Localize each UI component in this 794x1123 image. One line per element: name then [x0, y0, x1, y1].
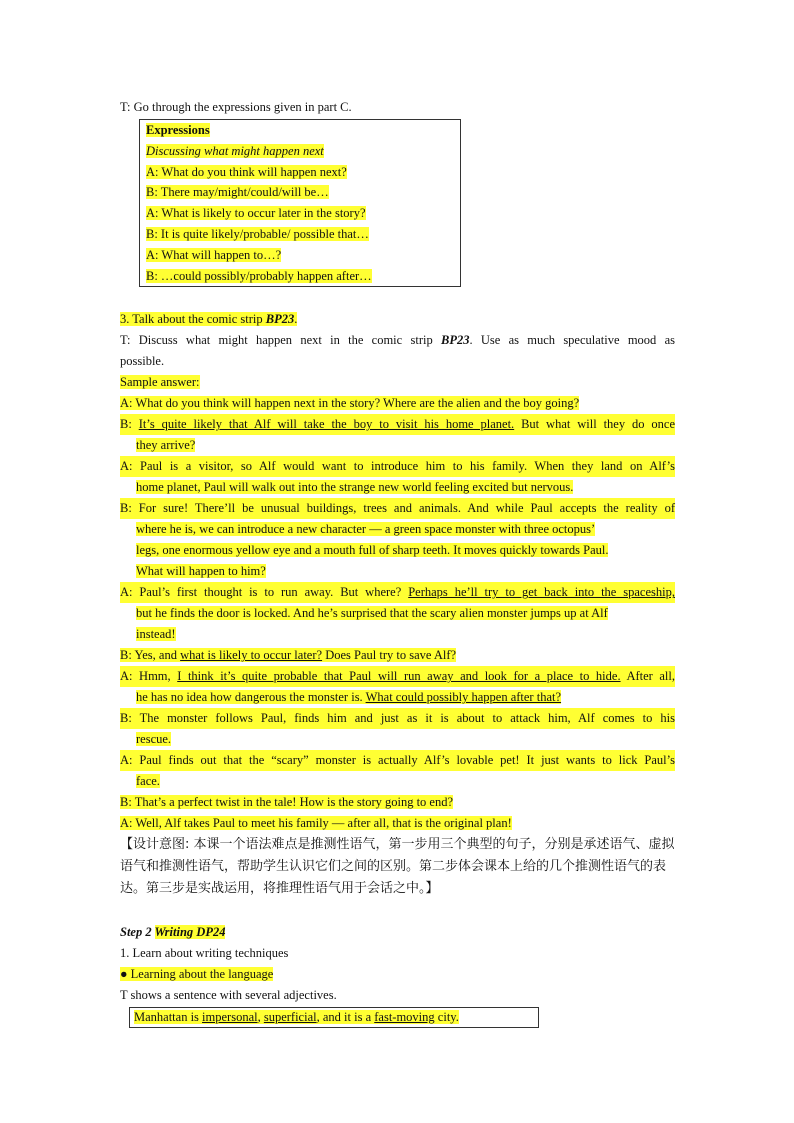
expression-line: A: What will happen to…?	[146, 247, 282, 262]
dialogue-line: face.	[136, 774, 160, 789]
design-note: 【设计意图: 本课一个语法难点是推测性语气，第一步用三个典型的句子，分别是承述语气、虚拟语气和推测性语气，帮助学生认识它们之间的区别。第二步体会课本上给的几个推测性语气的表达。第三步是实战运用，将推理性语气用于会话之中。】	[120, 837, 675, 897]
step3-instruction-cont: possible.	[120, 354, 165, 369]
dialogue-line: home planet, Paul will walk out into the strange new world feeling excited but nervous.	[136, 480, 574, 495]
example-sentence: Manhattan is impersonal, superficial, and it is a fast-moving city.	[134, 1010, 459, 1025]
expression-line: B: There may/might/could/will be…	[146, 185, 329, 200]
dialogue-line: A: Paul’s first thought is to run away. But where? Perhaps he’ll try to get back into the spaceship,	[120, 582, 675, 603]
dialogue-line: instead!	[136, 627, 176, 642]
step2-item: 1. Learn about writing techniques	[120, 946, 289, 961]
dialogue-line: but he finds the door is locked. And he’s surprised that the scary alien monster jumps up at Alf	[136, 606, 608, 621]
example-sentence-box	[129, 1007, 539, 1028]
dialogue-line: A: Paul is a visitor, so Alf would want to introduce him to his family. When they land on Alf’s	[120, 456, 675, 477]
dialogue-line: B: For sure! There’ll be unusual buildings, trees and animals. And while Paul accepts the reality of	[120, 498, 675, 519]
dialogue-line: A: Paul finds out that the “scary” monster is actually Alf’s lovable pet! It just wants to lick Paul’s	[120, 750, 675, 771]
step3-heading: 3. Talk about the comic strip BP23.	[120, 312, 298, 327]
expression-line: B: It is quite likely/probable/ possible that…	[146, 226, 369, 241]
dialogue-line: where he is, we can introduce a new character — a green space monster with three octopus’	[136, 522, 596, 537]
expression-line: A: What is likely to occur later in the story?	[146, 206, 366, 221]
expressions-box	[139, 119, 461, 287]
dialogue-line: B: It’s quite likely that Alf will take the boy to visit his home planet. But what will they do once	[120, 414, 675, 435]
dialogue-line: A: Well, Alf takes Paul to meet his family — after all, that is the original plan!	[120, 816, 512, 831]
step2-heading: Step 2 Writing DP24	[120, 925, 226, 940]
dialogue-line: they arrive?	[136, 438, 196, 453]
dialogue-line: rescue.	[136, 732, 172, 747]
expressions-title: Expressions	[146, 123, 210, 137]
sample-answer-label: Sample answer:	[120, 375, 200, 390]
expressions-subtitle: Discussing what might happen next	[146, 143, 324, 158]
dialogue-line: What will happen to him?	[136, 564, 266, 579]
document-page	[120, 97, 675, 1028]
dialogue-line: B: Yes, and what is likely to occur later? Does Paul try to save Alf?	[120, 648, 457, 663]
intro-line: T: Go through the expressions given in part C.	[120, 100, 352, 114]
dialogue-line: legs, one enormous yellow eye and a mouth full of sharp teeth. It moves quickly towards Paul.	[136, 543, 609, 558]
expression-line: A: What do you think will happen next?	[146, 164, 347, 179]
dialogue-line: B: The monster follows Paul, finds him and just as it is about to attack him, Alf comes to his	[120, 708, 675, 729]
dialogue-line: A: Hmm, I think it’s quite probable that Paul will run away and look for a place to hide. After all,	[120, 666, 675, 687]
step3-instruction: T: Discuss what might happen next in the comic strip BP23. Use as much speculative mood as	[120, 333, 675, 348]
dialogue-line: A: What do you think will happen next in the story? Where are the alien and the boy going?	[120, 396, 580, 411]
expression-line: B: …could possibly/probably happen after…	[146, 268, 372, 283]
step2-shows: T shows a sentence with several adjectives.	[120, 988, 337, 1003]
step2-bullet: ● Learning about the language	[120, 967, 274, 982]
dialogue-line: he has no idea how dangerous the monster is. What could possibly happen after that?	[136, 690, 562, 705]
dialogue-line: B: That’s a perfect twist in the tale! How is the story going to end?	[120, 795, 454, 810]
